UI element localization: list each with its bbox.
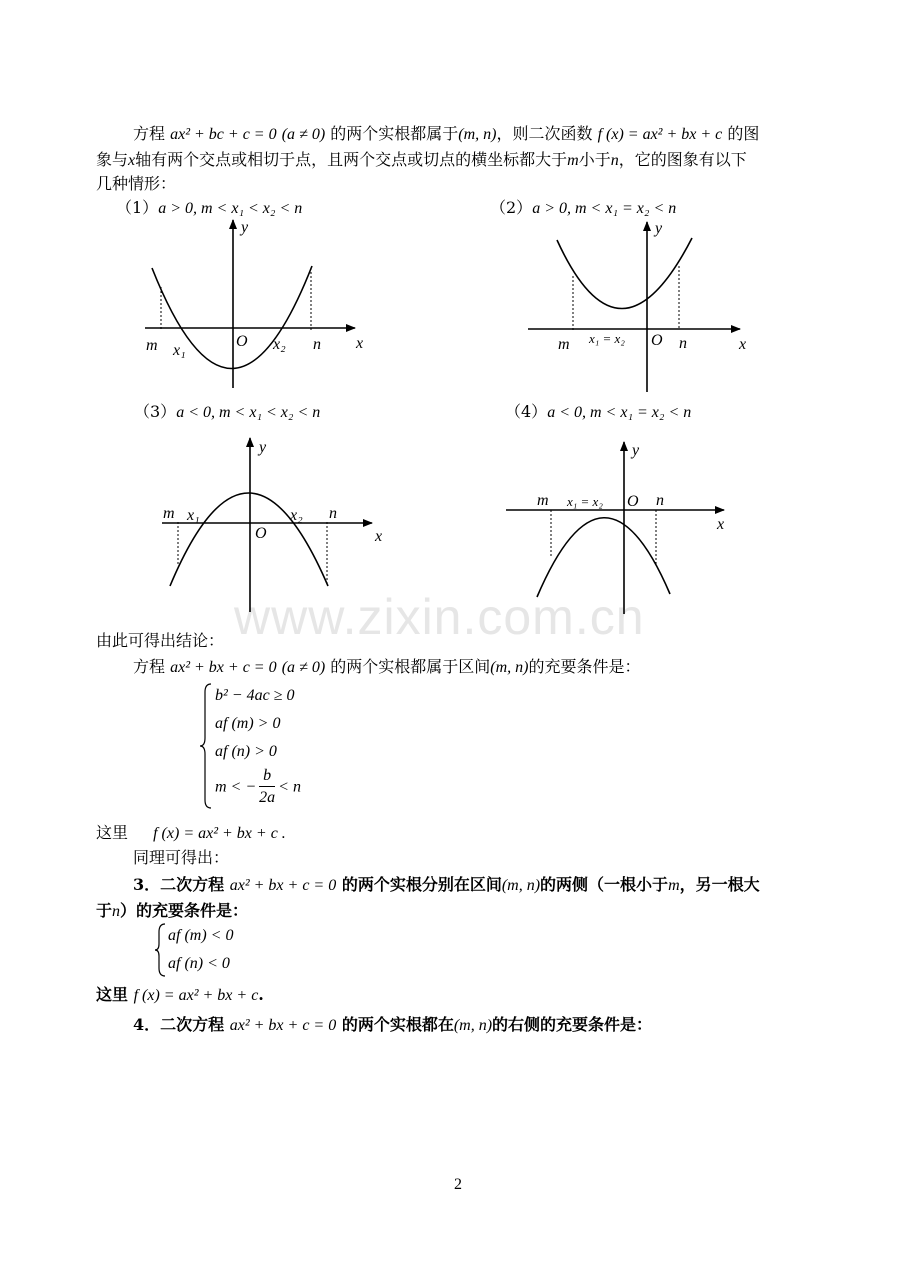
label-x: x — [375, 528, 383, 545]
text: 二次方程 — [160, 875, 225, 894]
interval: (m, n) — [501, 877, 541, 894]
fraction-denominator: 2a — [259, 789, 276, 806]
label-m: m — [163, 505, 175, 522]
quadratic-function: f (x) = ax² + bx + c — [597, 126, 723, 143]
var-m: m — [668, 877, 680, 894]
quadratic-function: f (x) = ax² + bx + c — [133, 987, 259, 1004]
var-x: x — [128, 152, 136, 169]
label-n: n — [329, 505, 337, 522]
label-y: y — [241, 219, 249, 236]
label-origin: O — [651, 332, 663, 349]
text: 象与 — [96, 150, 129, 169]
figure-case-2 — [528, 220, 746, 392]
text: 这里 — [96, 985, 129, 1004]
brace-system-2 — [155, 924, 165, 976]
text: 小于 — [578, 150, 611, 169]
case-condition: a > 0, m < x₁ = x₂ < n — [532, 200, 677, 217]
label-y: y — [655, 220, 663, 237]
ineq-right: < n — [278, 778, 301, 796]
label-n: n — [679, 335, 687, 352]
text: 方程 — [133, 657, 166, 676]
equation: ax² + bc + c = 0 — [170, 126, 277, 143]
brace-system-1 — [200, 684, 211, 808]
label-y: y — [632, 442, 640, 459]
label-origin: O — [627, 493, 639, 510]
watermark: www.zixin.com.cn — [234, 589, 645, 645]
condition: (a ≠ 0) — [281, 659, 326, 676]
similarly: 同理可得出： — [133, 848, 230, 867]
var-n: n — [112, 903, 121, 920]
conclusion-statement — [133, 655, 640, 679]
text: 的两个实根都在 — [341, 1015, 454, 1034]
text: 的两个实根分别在区间 — [341, 875, 502, 894]
item-4-line-1 — [133, 1013, 652, 1037]
label-m: m — [537, 492, 549, 509]
text: ，则二次函数 — [496, 124, 593, 143]
label-y: y — [259, 439, 267, 456]
condition-discriminant: b² − 4ac ≥ 0 — [215, 687, 295, 704]
item-number: 3． — [133, 875, 161, 894]
fraction — [259, 766, 275, 809]
item-3-line-1 — [133, 873, 760, 897]
equation: ax² + bx + c = 0 — [229, 877, 337, 894]
conclusion-lead: 由此可得出结论： — [96, 631, 225, 650]
text: ）的充要条件是： — [120, 901, 249, 920]
condition-f-m: af (m) > 0 — [215, 715, 281, 732]
here-line-1 — [96, 821, 286, 845]
text: 的两侧（一根小于 — [540, 875, 669, 894]
condition-f-n: af (n) > 0 — [215, 743, 277, 760]
text: 方程 — [133, 124, 166, 143]
text: 的充要条件是： — [528, 657, 641, 676]
item-3-condition-2: af (n) < 0 — [168, 955, 230, 972]
case-number: （4） — [505, 402, 548, 421]
text: 的图 — [727, 124, 760, 143]
ineq-left: m < − — [215, 778, 257, 796]
label-x1-eq-x2: x₁ = x₂ — [589, 331, 625, 346]
var-n: n — [610, 152, 619, 169]
label-x2: x₂ — [290, 507, 303, 524]
equation: ax² + bx + c = 0 — [170, 659, 277, 676]
text: 于 — [96, 901, 113, 920]
quadratic-function: f (x) = ax² + bx + c . — [153, 825, 286, 842]
item-3-condition-1: af (m) < 0 — [168, 927, 234, 944]
interval: (m, n) — [490, 659, 529, 676]
label-n: n — [313, 336, 321, 353]
text: 这里 — [96, 823, 129, 842]
label-x1: x₁ — [187, 507, 200, 524]
label-x1-eq-x2: x₁ = x₂ — [567, 494, 603, 509]
text: 的两个实根都属于 — [330, 124, 459, 143]
var-m: m — [567, 152, 579, 169]
equation: ax² + bx + c = 0 — [229, 1017, 337, 1034]
text: 二次方程 — [160, 1015, 225, 1034]
label-m: m — [558, 336, 570, 353]
text: 的右侧的充要条件是： — [492, 1015, 653, 1034]
case-number: （2） — [490, 198, 533, 217]
figure-case-3 — [162, 438, 382, 612]
intro-line-3: 几种情形： — [96, 174, 177, 193]
text: ，它的图象有以下 — [618, 150, 747, 169]
case-condition: a > 0, m < x₁ < x₂ < n — [158, 200, 303, 217]
interval: (m, n) — [453, 1017, 493, 1034]
label-m: m — [146, 337, 158, 354]
fraction-numerator: b — [259, 766, 275, 787]
label-x: x — [739, 336, 747, 353]
text: . — [258, 985, 264, 1004]
case-condition: a < 0, m < x₁ < x₂ < n — [176, 404, 321, 421]
parabola — [557, 238, 692, 309]
page-number: 2 — [454, 1176, 462, 1193]
label-x2: x₂ — [273, 336, 286, 353]
label-x1: x₁ — [173, 342, 186, 359]
text: 的两个实根都属于区间 — [330, 657, 491, 676]
label-x: x — [356, 335, 364, 352]
case-condition: a < 0, m < x₁ = x₂ < n — [547, 404, 692, 421]
here-line-2 — [96, 983, 264, 1007]
text: ，另一根大 — [679, 875, 760, 894]
figure-case-1 — [145, 219, 363, 388]
label-origin: O — [236, 333, 248, 350]
case-number: （3） — [134, 402, 177, 421]
item-3-line-2 — [96, 899, 248, 923]
label-origin: O — [255, 525, 267, 542]
figure-case-4 — [506, 442, 724, 614]
parabola — [537, 518, 670, 597]
condition: (a ≠ 0) — [281, 126, 326, 143]
item-number: 4． — [133, 1015, 161, 1034]
case-number: （1） — [116, 198, 159, 217]
interval: (m, n) — [458, 126, 497, 143]
label-n: n — [656, 492, 664, 509]
text: 轴有两个交点或相切于点，且两个交点或切点的横坐标都大于 — [135, 150, 568, 169]
label-x: x — [717, 516, 725, 533]
condition-vertex — [215, 766, 301, 809]
